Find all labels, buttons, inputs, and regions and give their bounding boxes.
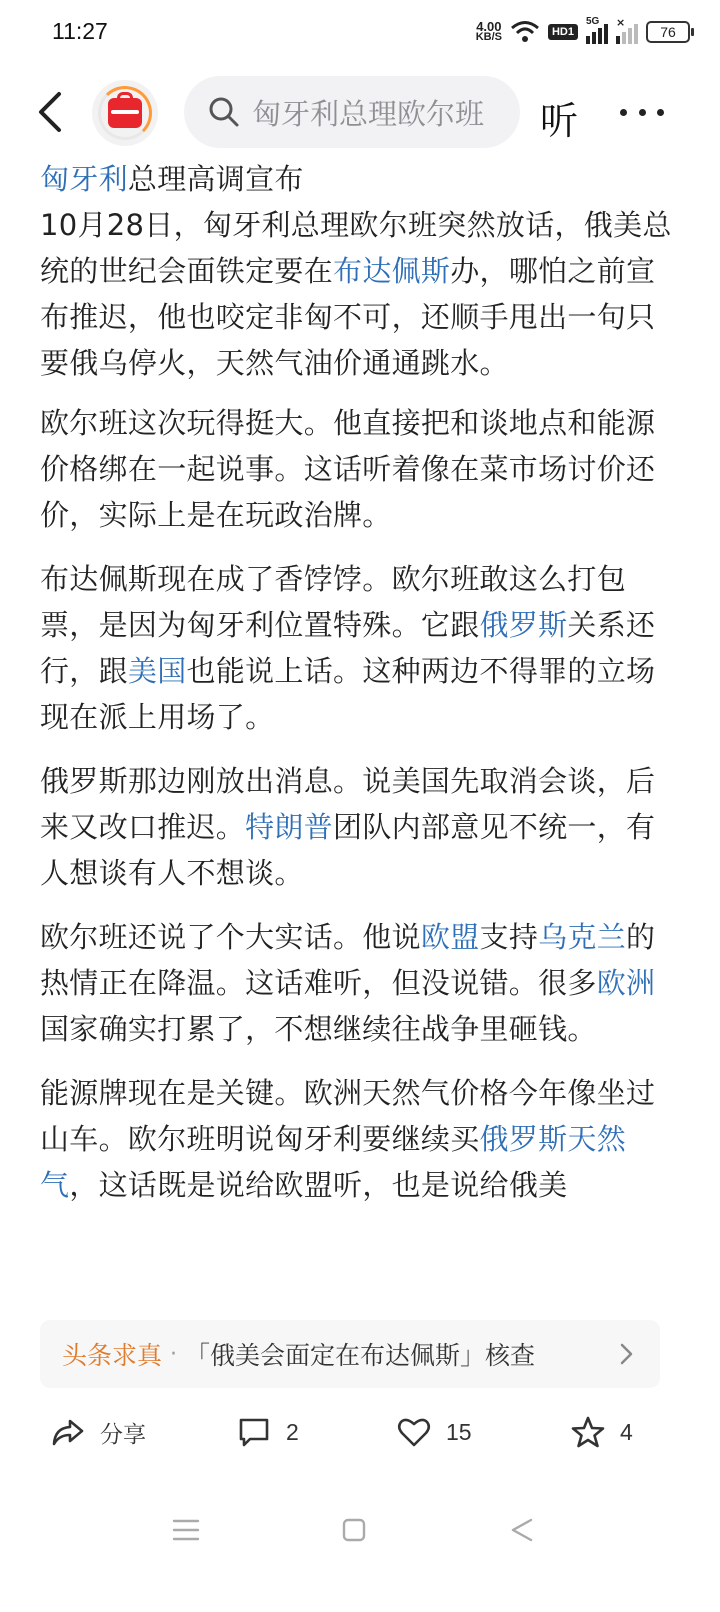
paragraph-text: 也能说上话。这种两边不得罪的立场现在派上用场了。 [40, 654, 656, 734]
status-bar [0, 0, 720, 64]
heading-text: 总理高调宣布 [127, 162, 304, 196]
wifi-icon [510, 20, 540, 44]
status-icons [476, 16, 690, 48]
paragraph-text: 国家确实打累了，不想继续往战争里砸钱。 [40, 1012, 597, 1046]
article-paragraph [40, 400, 672, 538]
fact-check-brand: 头条求真 [62, 1341, 163, 1370]
article-body [40, 156, 672, 1226]
paragraph-text: 的热情正在降温。这话难听，但没说错。很多 [40, 920, 656, 1000]
recent-apps-button[interactable] [166, 1510, 206, 1550]
action-bar [0, 1400, 720, 1464]
topic-link-russia[interactable]: 俄罗斯 [479, 608, 568, 642]
like-button[interactable] [396, 1412, 472, 1452]
comment-icon [236, 1414, 272, 1450]
back-button[interactable] [28, 90, 72, 134]
paragraph-text: 欧尔班还说了个大实话。他说 [40, 920, 421, 954]
paragraph-text: 支持 [479, 920, 539, 954]
paragraph-text: 10月28日，匈牙利总理欧尔班突然放话，俄美总统的世纪会面铁定要在 [40, 208, 672, 288]
topic-link-europe[interactable]: 欧洲 [596, 966, 656, 1000]
comment-count: 2 [286, 1418, 299, 1445]
article-paragraph [40, 556, 672, 740]
star-icon [570, 1414, 606, 1450]
back-triangle-icon [509, 1517, 535, 1543]
battery-indicator: 76 [646, 21, 690, 43]
more-dot-icon [620, 109, 627, 116]
like-count: 15 [446, 1418, 472, 1445]
paragraph-text: 团队内部意见不统一，有人想谈有人不想谈。 [40, 810, 656, 890]
paragraph-text: 关系还行，跟 [40, 608, 656, 688]
topic-link-ukraine[interactable]: 乌克兰 [538, 920, 627, 954]
topic-link-eu[interactable]: 欧盟 [420, 920, 480, 954]
home-square-icon [341, 1517, 367, 1543]
network-speed-value: 4.00 [476, 19, 502, 34]
more-dot-icon [657, 109, 664, 116]
back-arrow-icon [35, 90, 65, 134]
system-back-button[interactable] [502, 1510, 542, 1550]
top-nav [0, 72, 720, 154]
topic-link-hungary[interactable]: 匈牙利 [40, 162, 128, 196]
logo-progress-ring [98, 86, 152, 140]
logo-bag-icon [108, 98, 142, 128]
comment-button[interactable] [236, 1412, 299, 1452]
article-paragraph [40, 914, 672, 1052]
app-logo[interactable] [92, 80, 158, 146]
search-bar[interactable] [184, 76, 520, 148]
more-options-button[interactable] [620, 100, 664, 124]
hd-voice-badge: HD1 [548, 24, 578, 40]
paragraph-text: 能源牌现在是关键。欧洲天然气价格今年像坐过山车。欧尔班明说匈牙利要继续买 [40, 1076, 656, 1156]
heart-icon [396, 1414, 432, 1450]
article-paragraph [40, 758, 672, 896]
cellular-signal-icon [586, 16, 608, 44]
topic-link-russian-gas[interactable]: 俄罗斯天然气 [40, 1122, 627, 1202]
network-speed-unit: KB/S [475, 31, 502, 43]
home-button[interactable] [334, 1510, 374, 1550]
paragraph-text: 欧尔班这次玩得挺大。他直接把和谈地点和能源价格绑在一起说事。这话听着像在菜市场讨价还价，实际上是在玩政治牌。 [40, 406, 656, 532]
share-icon [50, 1414, 86, 1450]
article-paragraph [40, 1070, 672, 1208]
menu-lines-icon [172, 1518, 200, 1542]
more-dot-icon [639, 109, 646, 116]
paragraph-text: 布达佩斯现在成了香饽饽。欧尔班敢这么打包票，是因为匈牙利位置特殊。它跟 [40, 562, 627, 642]
share-button[interactable] [50, 1412, 146, 1452]
fact-check-card[interactable] [40, 1320, 660, 1388]
paragraph-text: 俄罗斯那边刚放出消息。说美国先取消会谈，后来又改口推迟。 [40, 764, 656, 844]
network-speed [476, 21, 502, 43]
search-icon [208, 96, 240, 128]
status-time: 11:27 [52, 18, 108, 44]
paragraph-text: ，这话既是说给欧盟听，也是说给俄美 [69, 1168, 568, 1202]
listen-button[interactable]: 听 [540, 99, 579, 143]
topic-link-budapest[interactable]: 布达佩斯 [333, 254, 451, 288]
favorite-count: 4 [620, 1418, 633, 1445]
paragraph-text: 办，哪怕之前宣布推迟，他也咬定非匈不可，还顺手甩出一句只要俄乌停火，天然气油价通通跳水。 [40, 254, 656, 380]
topic-link-usa[interactable]: 美国 [127, 654, 187, 688]
favorite-button[interactable] [570, 1412, 633, 1452]
topic-link-trump[interactable]: 特朗普 [245, 810, 334, 844]
article-heading [40, 156, 672, 386]
cellular-signal-2-icon: × [616, 20, 638, 44]
chevron-right-icon [614, 1342, 638, 1366]
share-label: 分享 [100, 1421, 146, 1448]
fact-check-separator: · [170, 1341, 178, 1367]
fact-check-title: 「俄美会面定在布达佩斯」核查 [185, 1341, 536, 1370]
search-query-text: 匈牙利总理欧尔班 [252, 96, 485, 131]
system-navigation-bar [0, 1500, 720, 1560]
signal-label: 5G [586, 16, 600, 27]
